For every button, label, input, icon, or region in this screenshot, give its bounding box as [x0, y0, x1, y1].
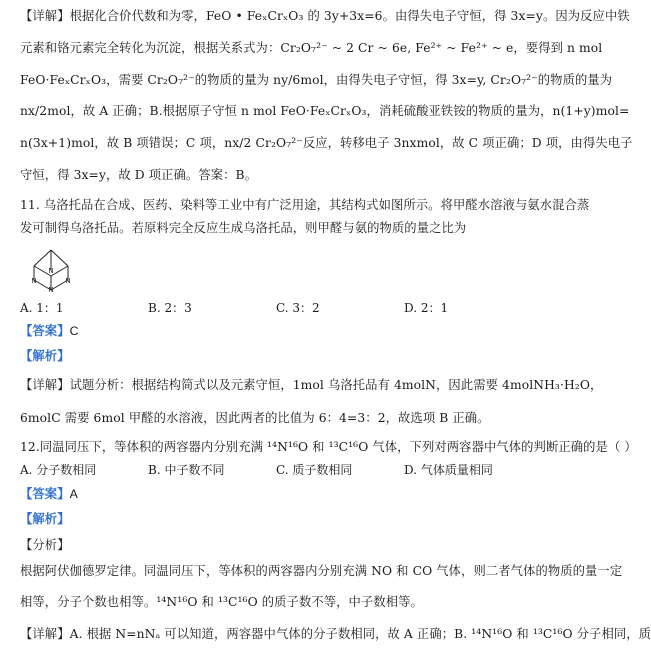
q12-detail-line: 【详解】A. 根据 N=nNₐ 可以知道，两容器中气体的分子数相同，故 A 正确；B. ¹⁴N¹⁶O 和 ¹³C¹⁶O 分子相同，质: [20, 627, 651, 641]
q11-detail-line-1: 【详解】试题分析：根据结构简式以及元素守恒，1mol 乌洛托品有 4molN，因此需要 4molNH₃·H₂O，: [20, 378, 603, 392]
q12-answer: [20, 486, 540, 502]
answer-value: A: [69, 487, 78, 501]
q12-fenxi-line-1: 根据阿伏伽德罗定律。同温同压下，等体积的两容器内分别充满 NO 和 CO 气体，则二者气体的物质的量一定: [20, 564, 623, 578]
structure-n-bottom: N: [48, 286, 54, 294]
q12-option-a: A. 分子数相同: [20, 463, 97, 477]
structure-n-left: N: [31, 277, 37, 285]
q11-stem-line-1: 11. 乌洛托品在合成、医药、染料等工业中有广泛用途，其结构式如图所示。将甲醛水溶液与氨水混合蒸: [20, 198, 590, 212]
q12-fenxi-line-2: 相等，分子个数也相等。¹⁴N¹⁶O 和 ¹³C¹⁶O 的质子数不等，中子数相等。: [20, 595, 423, 609]
q11-option-b: B. 2：3: [148, 301, 192, 315]
q11-option-a: A. 1：1: [20, 301, 64, 315]
answer-tag: 【答案】: [20, 487, 70, 501]
q10-explain-line-5: n(3x+1)mol，故 B 项错误；C 项，nx/2 Cr₂O₇²⁻反应，转移电子 3nxmol，故 C 项正确；D 项，由得失电子: [20, 136, 633, 150]
urotropin-structure-image: [24, 244, 78, 294]
answer-tag: 【答案】: [20, 324, 70, 338]
q11-option-c: C. 3：2: [276, 301, 320, 315]
structure-n-right: N: [65, 277, 71, 285]
q10-explain-line-6: 守恒，得 3x=y，故 D 项正确。答案：B。: [20, 168, 258, 182]
q12-stem: 12.同温同压下，等体积的两容器内分别充满 ¹⁴N¹⁶O 和 ¹³C¹⁶O 气体，下列对两容器中气体的判断正确的是（ ）: [20, 440, 637, 454]
q10-explain-line-2: 元素和铬元素完全转化为沉淀，根据关系式为：Cr₂O₇²⁻ ~ 2 Cr ~ 6e, Fe²⁺ ~ Fe²⁺ ~ e，要得到 n mol: [20, 41, 603, 55]
q12-fenxi-tag: [20, 537, 540, 553]
q12-option-c: C. 质子数相同: [276, 463, 353, 477]
q10-explain-line-1: 【详解】根据化合价代数和为零，FeO • FeₓCrₓO₃ 的 3y+3x=6。由得失电子守恒，得 3x=y。因为反应中铁: [20, 9, 630, 23]
answer-value: C: [69, 324, 79, 338]
q11-option-d: D. 2：1: [404, 301, 449, 315]
fenxi-tag: 【分析】: [20, 538, 70, 552]
q11-detail-line-2: 6molC 需要 6mol 甲醛的水溶液，因此两者的比值为 6：4=3：2，故选项 B 正确。: [20, 411, 490, 425]
analysis-tag: 【解析】: [20, 349, 70, 363]
q12-option-d: D. 气体质量相同: [404, 463, 493, 477]
q11-stem-line-2: 发可制得乌洛托品。若原料完全反应生成乌洛托品，则甲醛与氨的物质的量之比为: [20, 221, 467, 235]
q11-answer: [20, 323, 540, 339]
analysis-tag: 【解析】: [20, 512, 70, 526]
q12-option-b: B. 中子数不同: [148, 463, 225, 477]
q11-analysis-tag: [20, 348, 540, 364]
structure-n-top: N: [48, 267, 54, 275]
q10-explain-line-3: FeO·FeₓCrₓO₃，需要 Cr₂O₇²⁻的物质的量为 ny/6mol，由得失电子守恒，得 3x=y, Cr₂O₇²⁻的物质的量为: [20, 73, 613, 87]
q12-analysis-tag: [20, 511, 540, 527]
q10-explain-line-4: nx/2mol，故 A 正确；B.根据原子守恒 n mol FeO·FeₓCrₓO₃，消耗硫酸亚铁铵的物质的量为，n(1+y)mol=: [20, 104, 630, 118]
